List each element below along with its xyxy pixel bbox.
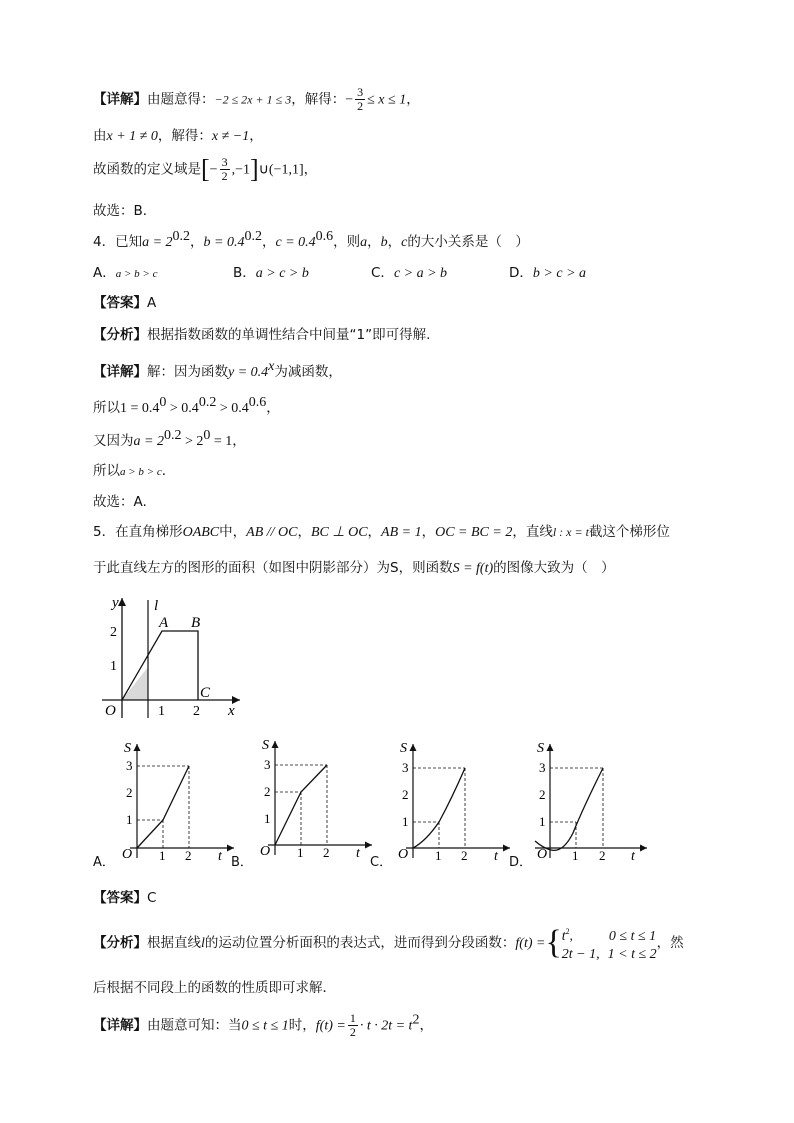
- option-b[interactable]: B．a > c > b: [233, 265, 309, 281]
- piecewise-cases: $t^2$, 0 ≤ t ≤ 1 2t − 1, 1 < t ≤ 2: [561, 927, 657, 962]
- option-a[interactable]: A．a > b > c: [93, 265, 158, 281]
- graph-option-b[interactable]: [248, 735, 378, 860]
- svg-text:2: 2: [402, 787, 409, 802]
- q5-analysis-line2: 后根据不同段上的函数的性质即可求解．: [93, 980, 336, 996]
- graph-option-a[interactable]: [110, 738, 240, 863]
- svg-text:1: 1: [402, 814, 409, 829]
- tick-1: 1: [158, 704, 165, 719]
- q4-choice: 故选：A.: [93, 494, 147, 510]
- svg-text:2: 2: [539, 787, 546, 802]
- detail-tag: 【详解】: [93, 91, 147, 108]
- svg-text:t: t: [631, 849, 635, 863]
- q4-detail-line4: 所以a > b > c.: [93, 463, 167, 479]
- svg-text:3: 3: [264, 757, 271, 772]
- tick-y2: 2: [110, 625, 117, 640]
- svg-text:t: t: [218, 849, 222, 863]
- label-l: l: [154, 598, 159, 614]
- q3-detail-line3: 故函数的定义域是[− $\frac{3}{2}$ ,−1]∪(−1,1]，: [93, 154, 318, 184]
- svg-text:O: O: [122, 847, 133, 862]
- svg-text:1: 1: [126, 812, 133, 827]
- svg-text:2: 2: [126, 785, 133, 800]
- svg-text:O: O: [260, 844, 271, 859]
- q4-options: [93, 261, 713, 281]
- q4-stem: 4．已知$a = 2^{0.2}$，$b = 0.4^{0.2}$，$c = 0.4^{0.6}$，则a，b，c的大小关系是（ ）: [93, 229, 529, 250]
- svg-text:1: 1: [435, 848, 442, 863]
- option-b-label[interactable]: B．: [231, 855, 253, 870]
- svg-text:1: 1: [539, 814, 546, 829]
- option-d[interactable]: D．b > c > a: [509, 265, 587, 281]
- q4-detail-line2: 所以$1 = 0.4^0 > 0.4^{0.2} > 0.4^{0.6}$，: [93, 395, 280, 416]
- svg-text:O: O: [537, 847, 548, 862]
- svg-text:S: S: [400, 741, 407, 756]
- q3-detail-line2: 由x + 1 ≠ 0，解得：x ≠ −1，: [93, 128, 263, 144]
- svg-text:1: 1: [572, 848, 579, 863]
- svg-text:2: 2: [185, 848, 192, 863]
- svg-text:3: 3: [126, 758, 133, 773]
- svg-text:1: 1: [264, 811, 271, 826]
- q4-analysis: 【分析】根据指数函数的单调性结合中间量“1”即可得解.: [93, 327, 431, 343]
- option-d-label[interactable]: D．: [509, 855, 533, 870]
- curve: [413, 768, 465, 848]
- fraction: $\frac{1}{2}$: [349, 1011, 356, 1039]
- label-O: O: [105, 703, 116, 719]
- tick-y1: 1: [110, 659, 117, 674]
- tick-2: 2: [193, 704, 200, 719]
- fraction: $\frac{3}{2}$: [357, 85, 364, 113]
- svg-text:2: 2: [461, 848, 468, 863]
- svg-text:2: 2: [264, 784, 271, 799]
- svg-text:1: 1: [297, 845, 304, 860]
- svg-text:2: 2: [599, 848, 606, 863]
- q4-detail-line3: 又因为$a = 2^{0.2} > 2^0 = 1$，: [93, 428, 246, 449]
- svg-text:1: 1: [159, 848, 166, 863]
- label-C: C: [200, 685, 211, 701]
- q4-answer: 【答案】A: [93, 295, 157, 311]
- label-B: B: [191, 615, 201, 631]
- svg-text:O: O: [398, 847, 409, 862]
- trapezoid-figure: [92, 590, 252, 720]
- svg-text:t: t: [494, 849, 498, 863]
- y-axis-arrow: [118, 598, 126, 606]
- q5-answer: 【答案】C: [93, 890, 157, 906]
- svg-text:S: S: [537, 741, 544, 756]
- q4-detail-line1: 【详解】解：因为函数$y = 0.4^x$为减函数，: [93, 359, 342, 380]
- svg-text:t: t: [356, 846, 360, 860]
- option-c-label[interactable]: C．: [370, 855, 393, 870]
- q5-stem-line1: 5．在直角梯形OABC中，AB // OC，BC ⊥ OC，AB = 1，OC = BC = 2，直线l : x = t截这个梯形位: [93, 524, 670, 540]
- q3-detail-line1: 【详解】由题意得：−2 ≤ 2x + 1 ≤ 3，解得：− $\frac{3}{2}$ ≤ x ≤ 1，: [93, 85, 420, 113]
- label-x: x: [228, 703, 235, 719]
- graph-option-d[interactable]: [523, 738, 653, 863]
- svg-text:S: S: [124, 741, 131, 756]
- label-A: A: [159, 615, 169, 631]
- q5-analysis-line1: 【分析】根据直线l的运动位置分析面积的表达式，进而得到分段函数：f(t) ={ $t^2$, 0 ≤ t ≤ 1 2t − 1, 1 < t ≤ 2 ，然: [93, 924, 684, 962]
- q5-detail: 【详解】由题意可知：当0 ≤ t ≤ 1时，f(t) = $\frac{1}{2}$ · $t \cdot 2t = t^2$，: [93, 1011, 433, 1039]
- curve: [535, 768, 603, 850]
- piecewise-brace: {: [545, 924, 562, 961]
- svg-text:3: 3: [539, 760, 546, 775]
- q5-stem-line2: 于此直线左方的图形的面积（如图中阴影部分）为S，则函数S = f(t)的图像大致为（ ）: [93, 560, 615, 576]
- option-c[interactable]: C．c > a > b: [371, 265, 448, 281]
- fraction: $\frac{3}{2}$: [221, 155, 228, 183]
- option-a-label[interactable]: A．: [93, 855, 115, 870]
- shaded-region: [122, 667, 148, 700]
- svg-text:2: 2: [323, 845, 330, 860]
- q3-choice: 故选：B．: [93, 203, 157, 219]
- svg-text:S: S: [262, 738, 269, 753]
- label-y: y: [112, 595, 119, 611]
- svg-text:3: 3: [402, 760, 409, 775]
- graph-option-c[interactable]: [386, 738, 516, 863]
